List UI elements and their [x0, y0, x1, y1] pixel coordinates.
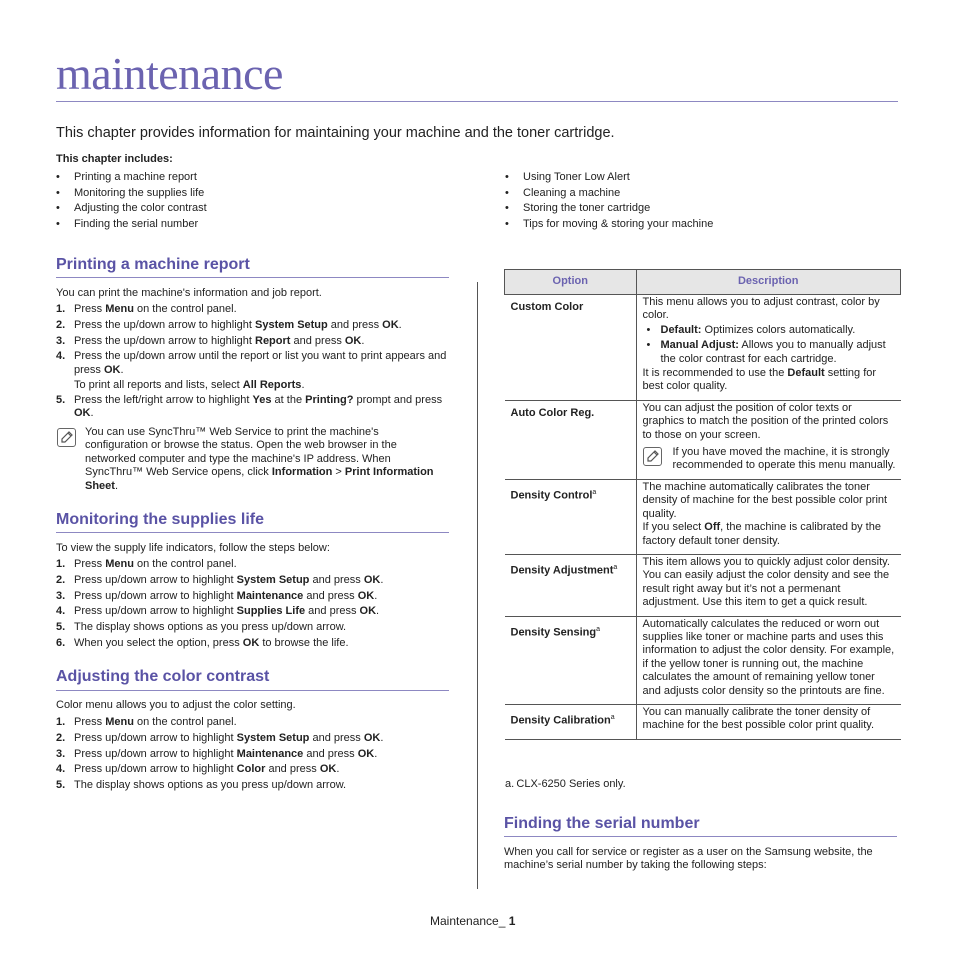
list-item — [56, 779, 449, 792]
step-bold: OK — [103, 363, 121, 376]
step-number: 5. — [56, 779, 66, 792]
step-bold: OK — [363, 573, 381, 586]
step-bold: OK — [357, 589, 375, 602]
step-text: Press — [74, 558, 106, 570]
list-item — [56, 621, 449, 634]
step-text: The display shows options as you press up/down arrow. — [74, 621, 347, 634]
step-text: and press — [303, 747, 358, 760]
step-number: 1. — [56, 558, 66, 570]
step-bold: Supplies Life — [236, 605, 306, 618]
printing-intro: You can print the machine's information and job report. — [56, 287, 322, 299]
list-item — [56, 763, 449, 776]
step-bold: Report — [255, 334, 291, 347]
desc-density-adjustment: This item allows you to quickly adjust color density. You can easily adjust the color density and see the result right away but it’s not a permenant adjustment. Use this item to get a quick result. — [636, 554, 901, 616]
step-text: . — [336, 763, 340, 776]
step-text: Press — [74, 716, 106, 728]
heading-monitoring: Monitoring the supplies life — [56, 511, 264, 528]
step-text: . — [120, 363, 124, 376]
option-label: Density Adjustment — [510, 564, 614, 577]
step-text: . — [90, 407, 94, 420]
step4-extra-bold: All Reports — [242, 379, 302, 391]
desc-density-sensing: Automatically calculates the reduced or worn out supplies like toner or machine parts and uses this information to adjust the color density. For example, if the yellow toner is running out, the machine calculates the amount of remaining yellow toner and adjusts color density so the printouts are fine. — [636, 616, 901, 704]
step-bold: OK — [357, 747, 375, 760]
step-bold: Color — [236, 763, 266, 776]
step-bold: OK — [363, 731, 381, 744]
step-text: . — [374, 747, 378, 760]
note-text: You can use SyncThru™ Web Service to print the machine's configuration or browse the status. Open the web browser in the networked computer and type the machine's IP address. When SyncThru™ Web Service opens, click — [85, 426, 397, 479]
desc-auto-color-reg — [636, 400, 901, 479]
desc-text: Allows you to manually adjust the color contrast for each cartridge. — [660, 339, 886, 365]
page-number: 1 — [508, 914, 516, 928]
step-text: . — [376, 605, 380, 618]
step-bold: OK — [242, 636, 260, 649]
heading-rule — [504, 836, 897, 837]
printing-note — [85, 426, 440, 493]
step-bold: Menu — [105, 716, 134, 728]
step-number: 4. — [56, 605, 66, 618]
step-text: at the — [271, 394, 306, 406]
page-footer — [430, 914, 515, 928]
desc-bold: Default: — [660, 323, 702, 336]
options-table — [504, 269, 901, 740]
note-text: . — [114, 479, 119, 492]
heading-rule — [56, 532, 449, 533]
column-divider — [477, 282, 478, 889]
desc-text: You can adjust the position of color texts or graphics to match the position of the printed colors to those on your screen. — [642, 401, 889, 441]
chapter-list-item: • Storing the toner cartridge — [505, 201, 905, 217]
list-item — [56, 732, 449, 745]
step-text: . — [380, 731, 384, 744]
step-text: prompt and press — [353, 394, 443, 406]
step-text: and press — [303, 589, 358, 602]
desc-bold: Manual Adjust: — [660, 339, 739, 352]
list-item — [56, 637, 449, 650]
list-item — [56, 716, 449, 729]
list-item — [56, 319, 449, 332]
column-header-option: Option — [505, 270, 637, 295]
chapter-list-item: • Printing a machine report — [56, 170, 456, 186]
step-bold: Printing? — [305, 394, 354, 406]
step-number: 2. — [56, 318, 66, 331]
table-header-row — [505, 270, 901, 295]
option-density-adjustment — [505, 554, 637, 616]
monitoring-intro: To view the supply life indicators, follow the steps below: — [56, 542, 330, 554]
desc-bold: Off — [704, 521, 721, 534]
desc-text: setting for best color quality. — [642, 367, 877, 393]
step-text: Press up/down arrow to highlight — [74, 589, 237, 602]
step-text: and press — [309, 573, 364, 586]
heading-printing-report: Printing a machine report — [56, 256, 250, 273]
chapter-list-left — [56, 170, 456, 233]
note-bold: Print Information Sheet — [85, 466, 434, 492]
step-number: 3. — [56, 334, 66, 347]
heading-rule — [56, 690, 449, 691]
option-label: Density Sensing — [510, 626, 597, 639]
step-bold: Yes — [252, 394, 272, 406]
note-bold: Information — [271, 466, 333, 479]
desc-density-calibration: You can manually calibrate the toner density of machine for the best possible color print quality. — [636, 704, 901, 739]
step-text: on the control panel. — [133, 303, 237, 315]
step-number: 5. — [56, 621, 66, 634]
note-text: > — [332, 466, 345, 479]
column-header-description: Description — [636, 270, 901, 295]
title-divider — [56, 101, 898, 102]
table-row — [505, 616, 901, 704]
chapter-list-item: • Finding the serial number — [56, 217, 456, 233]
option-density-calibration — [505, 704, 637, 739]
desc-text: If you select — [642, 521, 705, 534]
step-bold: System Setup — [236, 731, 310, 744]
desc-text: Optimizes colors automatically. — [701, 323, 856, 336]
table-note — [643, 446, 896, 473]
note-icon — [643, 447, 662, 466]
step-number: 5. — [56, 394, 66, 406]
step-text: on the control panel. — [133, 716, 237, 728]
step-number: 1. — [56, 303, 66, 315]
monitoring-steps — [56, 558, 449, 653]
table-row — [505, 554, 901, 616]
step-bold: OK — [359, 605, 377, 618]
desc-list — [643, 324, 896, 366]
step-number: 4. — [56, 763, 66, 776]
step-text: on the control panel. — [133, 558, 237, 570]
step-bold: System Setup — [255, 318, 328, 331]
list-item — [56, 350, 449, 377]
chapter-list-item: • Tips for moving & storing your machine — [505, 217, 905, 233]
chapter-intro: This chapter provides information for maintaining your machine and the toner cartridge. — [56, 125, 615, 141]
step-bold: OK — [382, 318, 399, 331]
step-text: and press — [305, 605, 360, 618]
chapter-list-item: • Using Toner Low Alert — [505, 170, 905, 186]
footnote-marker: a — [596, 625, 600, 633]
step-text: and press — [309, 731, 364, 744]
step-text: Press up/down arrow to highlight — [74, 731, 237, 744]
option-label: Density Control — [510, 489, 593, 502]
list-item — [56, 394, 449, 421]
step-text: Press the up/down arrow to highlight — [74, 318, 255, 331]
printing-step4-extra — [56, 379, 449, 392]
heading-serial-number: Finding the serial number — [504, 815, 700, 832]
chapter-list-item: • Cleaning a machine — [505, 186, 905, 202]
note-text: If you have moved the machine, it is strongly recommended to operate this menu manually. — [672, 446, 896, 472]
option-density-control — [505, 479, 637, 554]
desc-custom-color — [636, 295, 901, 401]
table-row — [505, 295, 901, 401]
heading-adjusting: Adjusting the color contrast — [56, 668, 270, 685]
step-bold: OK — [344, 334, 362, 347]
step-bold: Menu — [105, 558, 134, 570]
step-number: 3. — [56, 589, 66, 602]
step-text: Press up/down arrow to highlight — [74, 763, 237, 776]
step-text: Press the left/right arrow to highlight — [74, 394, 253, 406]
chapter-list-item: • Adjusting the color contrast — [56, 201, 456, 217]
desc-density-control — [636, 479, 901, 554]
option-label: Density Calibration — [510, 714, 611, 727]
footnote-marker: a — [610, 713, 615, 721]
desc-text: It is recommended to use the — [642, 367, 788, 380]
footnote-marker: a — [613, 563, 618, 571]
includes-label: This chapter includes: — [56, 153, 173, 165]
list-item — [643, 324, 896, 337]
step-bold: System Setup — [236, 573, 310, 586]
step4-extra-end: . — [301, 379, 305, 391]
printing-steps — [56, 303, 449, 380]
desc-text: The machine automatically calibrates the toner density of machine for the best possible color print quality. — [642, 480, 888, 520]
list-item — [56, 590, 449, 603]
list-item — [56, 605, 449, 618]
step4-extra-text: To print all reports and lists, select — [74, 379, 243, 391]
step-number: 1. — [56, 716, 66, 728]
step-text: . — [380, 573, 384, 586]
list-item — [643, 339, 896, 366]
list-item — [56, 558, 449, 571]
desc-off — [643, 521, 896, 548]
list-item — [56, 335, 449, 348]
step-text: Press — [74, 303, 106, 315]
heading-rule — [56, 277, 449, 278]
desc-recommend — [643, 367, 896, 394]
step-text: Press up/down arrow to highlight — [74, 605, 237, 618]
step-bold: OK — [74, 407, 91, 420]
list-item — [56, 574, 449, 587]
desc-text: , the machine is calibrated by the factory default toner density. — [642, 521, 881, 547]
option-custom-color: Custom Color — [505, 295, 637, 401]
serial-text: When you call for service or register as a user on the Samsung website, the machine’s serial number by taking the following steps: — [504, 846, 873, 872]
step-text: The display shows options as you press up/down arrow. — [74, 779, 347, 792]
page-title: maintenance — [56, 48, 283, 99]
desc-bold: Default — [787, 367, 825, 380]
footer-label: Maintenance_ — [430, 914, 509, 928]
step-bold: Menu — [105, 303, 134, 315]
step-number: 3. — [56, 747, 66, 760]
step-text: . — [374, 589, 378, 602]
step-number: 6. — [56, 636, 66, 649]
step-text: . — [361, 334, 365, 347]
table-footnote: a. CLX-6250 Series only. — [505, 778, 626, 790]
option-density-sensing — [505, 616, 637, 704]
step-text: Press the up/down arrow to highlight — [74, 334, 255, 347]
step-text: When you select the option, press — [74, 636, 243, 649]
adjusting-intro: Color menu allows you to adjust the color setting. — [56, 699, 296, 711]
step-text: to browse the life. — [259, 636, 349, 649]
option-auto-color-reg: Auto Color Reg. — [505, 400, 637, 479]
adjusting-steps — [56, 716, 449, 795]
table-row — [505, 479, 901, 554]
desc-text: This menu allows you to adjust contrast, color by color. — [642, 296, 880, 322]
step-text: . — [398, 318, 402, 331]
step-number: 2. — [56, 573, 66, 586]
step-bold: Maintenance — [236, 589, 304, 602]
list-item — [56, 748, 449, 761]
note-icon — [57, 428, 76, 447]
step-text: and press — [265, 763, 320, 776]
step-bold: Maintenance — [236, 747, 304, 760]
step-text: Press the up/down arrow until the report or list you want to print appears and press — [74, 350, 447, 376]
step-text: and press — [290, 334, 345, 347]
table-row — [505, 400, 901, 479]
list-item — [56, 303, 449, 316]
step-number: 4. — [56, 350, 66, 363]
footnote-marker: a — [592, 488, 597, 496]
step-text: Press up/down arrow to highlight — [74, 573, 237, 586]
step-text: Press up/down arrow to highlight — [74, 747, 237, 760]
chapter-list-item: • Monitoring the supplies life — [56, 186, 456, 202]
table-row — [505, 704, 901, 739]
step-text: and press — [327, 318, 383, 331]
chapter-list-right — [505, 170, 905, 233]
printing-step5-list — [56, 394, 449, 423]
step-bold: OK — [319, 763, 337, 776]
step-number: 2. — [56, 731, 66, 744]
